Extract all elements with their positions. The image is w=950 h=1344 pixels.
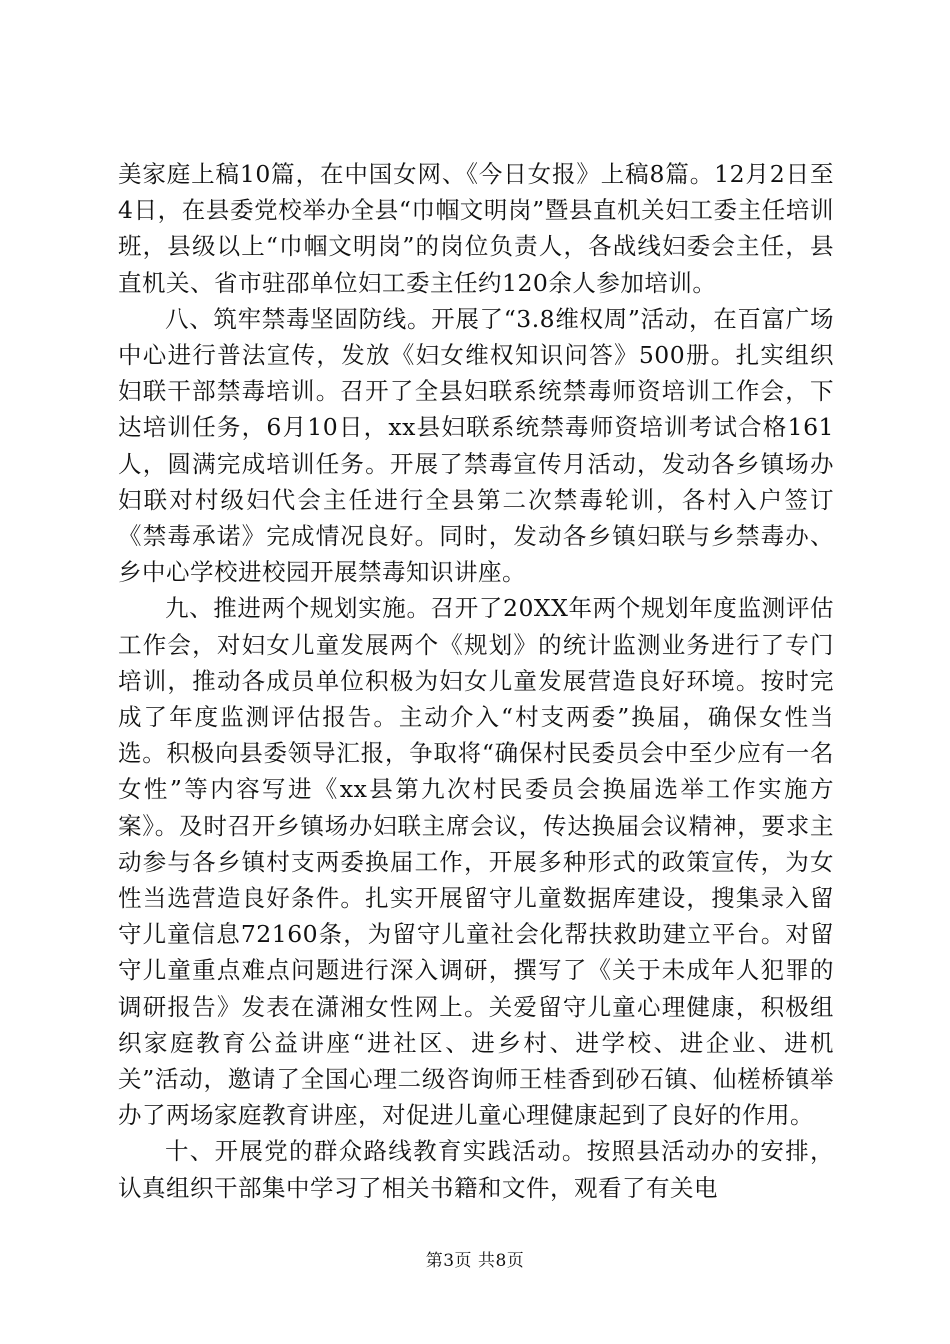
paragraph-section-ten: 十、开展党的群众路线教育实践活动。按照县活动办的安排，认真组织干部集中学习了相关书籍和文件，观看了有关电 xyxy=(118,1137,834,1202)
body-text xyxy=(118,156,834,1206)
paragraph-section-nine: 九、推进两个规划实施。召开了20XX年两个规划年度监测评估工作会，对妇女儿童发展两个《规划》的统计监测业务进行了专门培训，推动各成员单位积极为妇女儿童发展营造良好环境。按时完成了年度监测评估报告。主动介入“村支两委”换届，确保女性当选。积极向县委领导汇报，争取将“确保村民委员会中至少应有一名女性”等内容写进《xx县第九次村民委员会换届选举工作实施方案》。及时召开乡镇场办妇联主席会议，传达换届会议精神，要求主动参与各乡镇村支两委换届工作，开展多种形式的政策宣传，为女性当选营造良好条件。扎实开展留守儿童数据库建设，搜集录入留守儿童信息72160条，为留守儿童社会化帮扶救助建立平台。对留守儿童重点难点问题进行深入调研，撰写了《关于未成年人犯罪的调研报告》发表在潇湘女性网上。关爱留守儿童心理健康，积极组织家庭教育公益讲座“进社区、进乡村、进学校、进企业、进机关”活动，邀请了全国心理二级咨询师王桂香到砂石镇、仙槎桥镇举办了两场家庭教育讲座，对促进儿童心理健康起到了良好的作用。 xyxy=(118,594,834,1130)
paragraph-section-eight: 八、筑牢禁毒坚固防线。开展了“3.8维权周”活动，在百富广场中心进行普法宣传，发放《妇女维权知识问答》500册。扎实组织妇联干部禁毒培训。召开了全县妇联系统禁毒师资培训工作会，下达培训任务，6月10日，xx县妇联系统禁毒师资培训考试合格161人，圆满完成培训任务。开展了禁毒宣传月活动，发动各乡镇场办妇联对村级妇代会主任进行全县第二次禁毒轮训，各村入户签订《禁毒承诺》完成情况良好。同时，发动各乡镇妇联与乡禁毒办、乡中心学校进校园开展禁毒知识讲座。 xyxy=(118,304,834,587)
page-number-footer: 第3页 共8页 xyxy=(425,1251,525,1271)
paragraph-continuation: 美家庭上稿10篇，在中国女网、《今日女报》上稿8篇。12月2日至4日，在县委党校举办全县“巾帼文明岗”暨县直机关妇工委主任培训班，县级以上“巾帼文明岗”的岗位负责人，各战线妇委会主任，县直机关、省市驻邵单位妇工委主任约120余人参加培训。 xyxy=(118,160,834,297)
